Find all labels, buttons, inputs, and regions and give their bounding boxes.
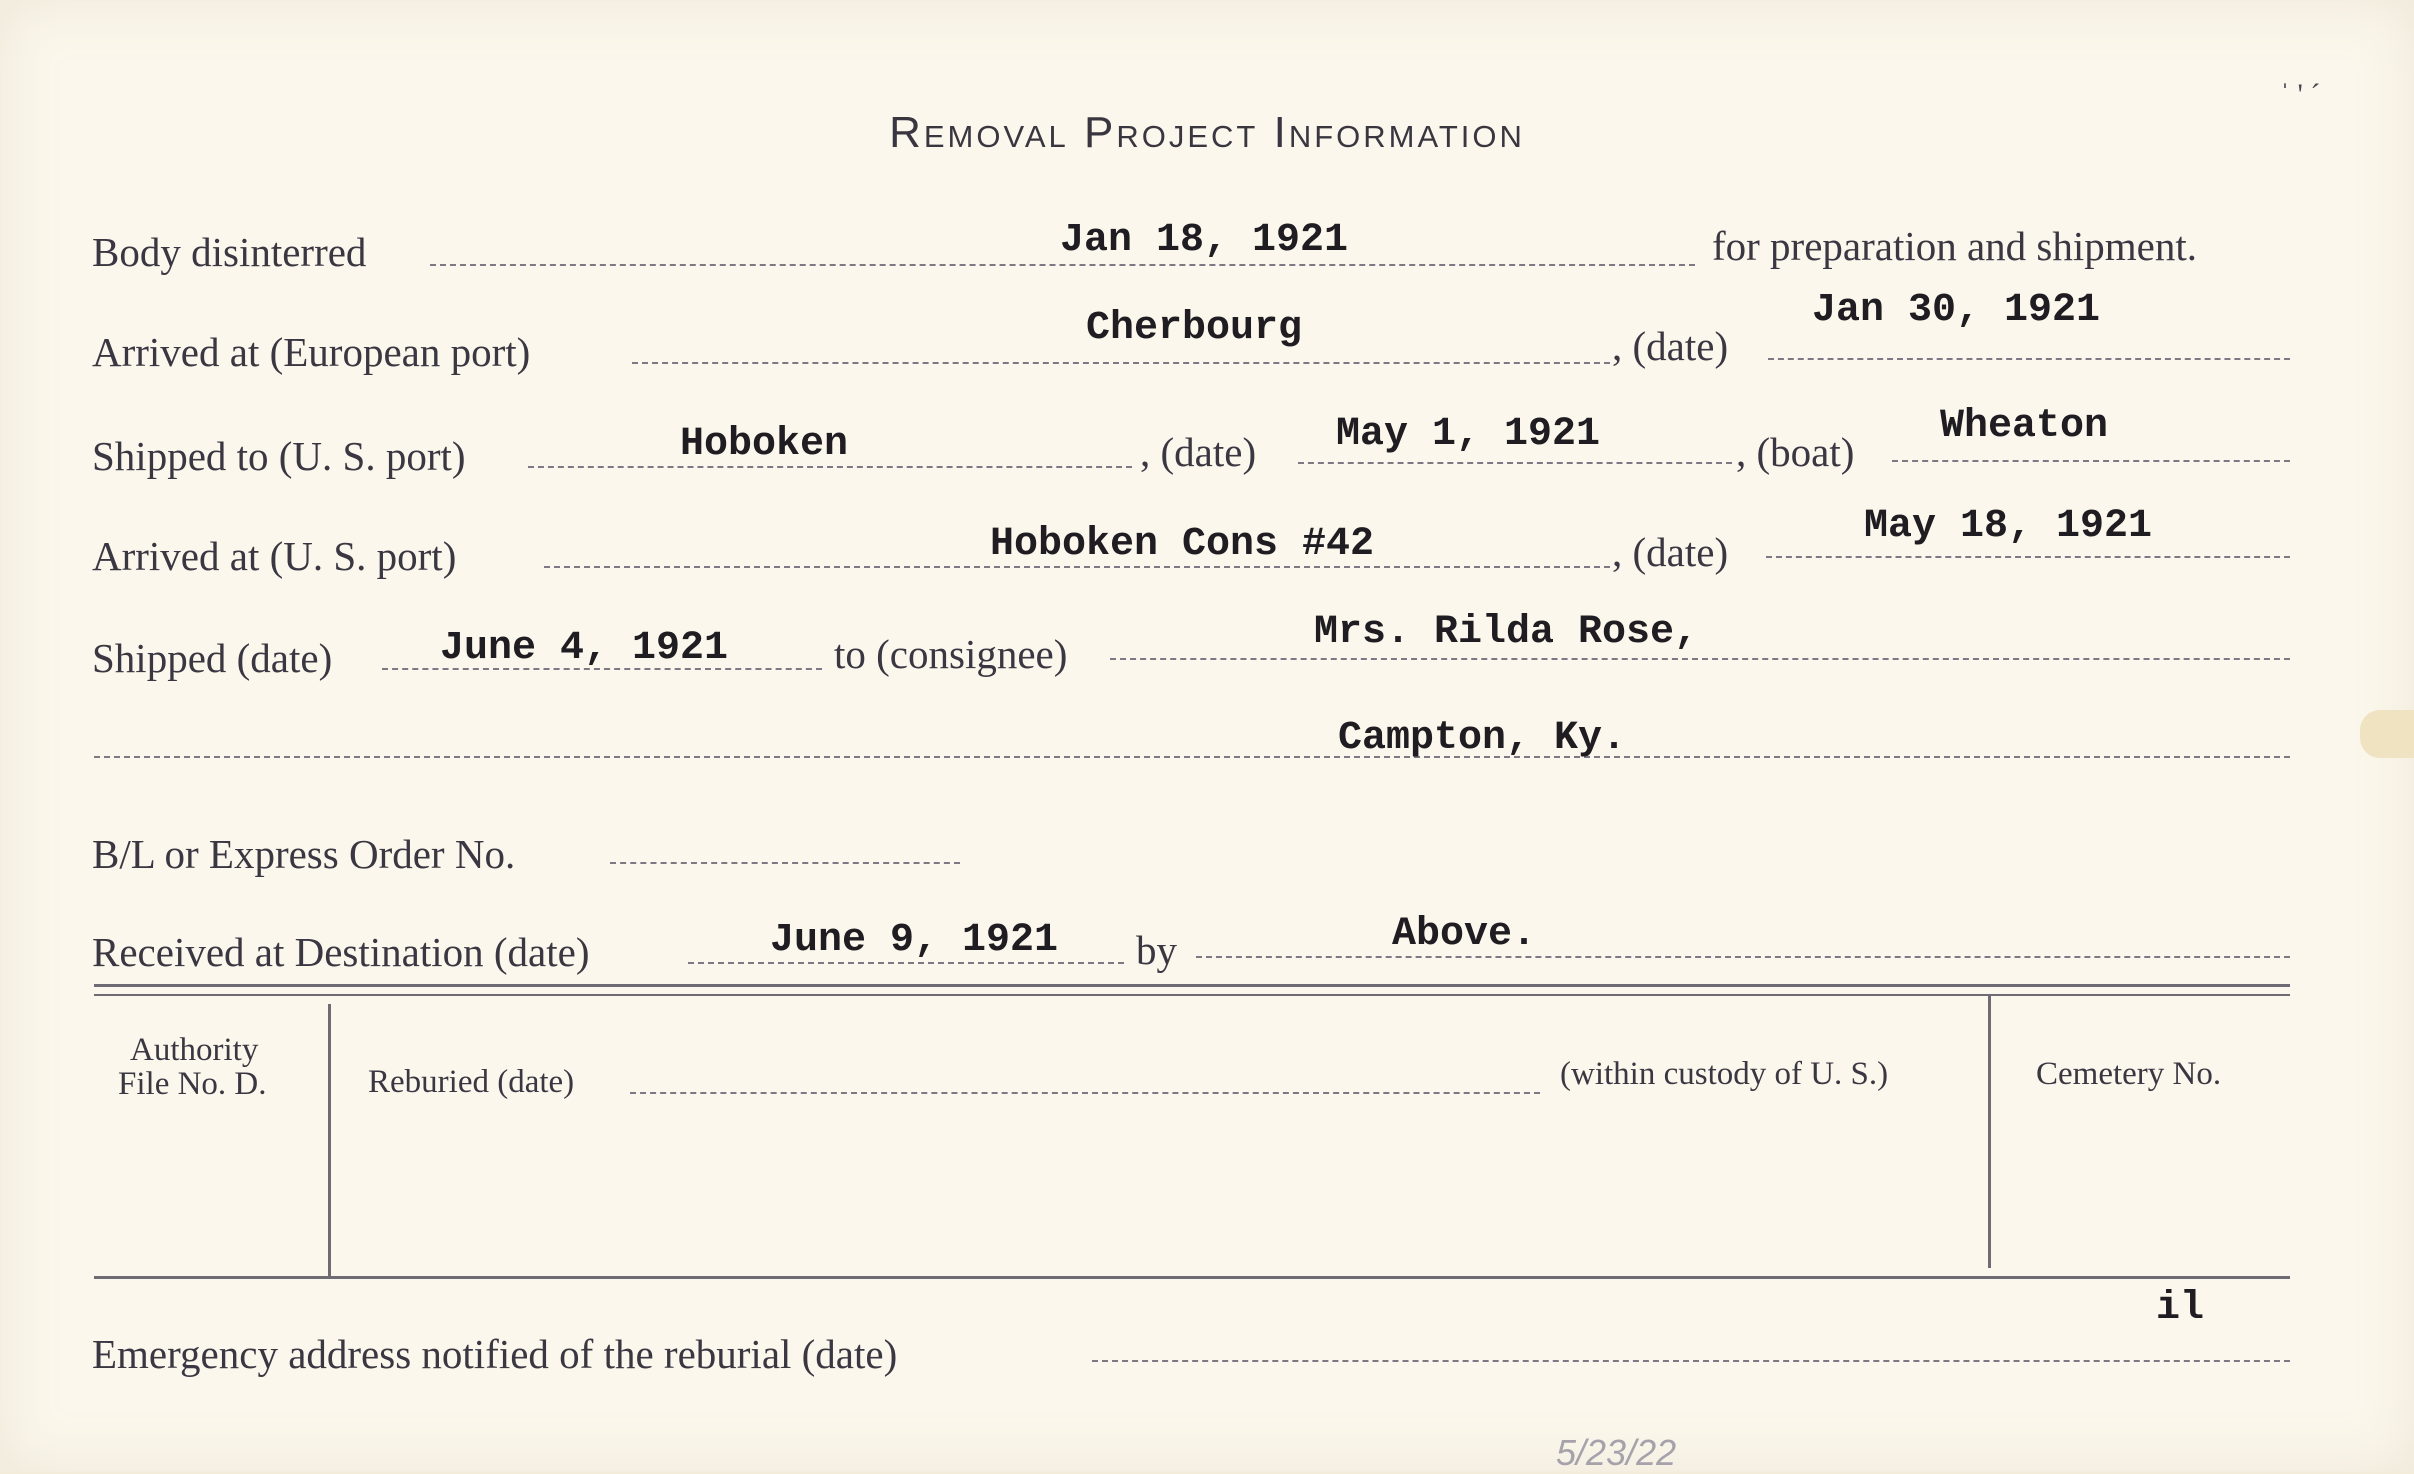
value-disinterred-date: Jan 18, 1921 bbox=[1060, 218, 1349, 263]
label-date: , (date) bbox=[1612, 529, 1729, 575]
label-authority: Authority bbox=[130, 1032, 259, 1068]
value-us-port-shipped-date: May 1, 1921 bbox=[1336, 412, 1601, 457]
field-line bbox=[1768, 358, 2290, 360]
value-consignee-line1: Mrs. Rilda Rose, bbox=[1314, 610, 1699, 655]
box-bottom-rule bbox=[94, 1276, 2290, 1279]
value-consignee-line2: Campton, Ky. bbox=[1338, 716, 1627, 761]
field-line bbox=[630, 1092, 1540, 1094]
box-top-rule-inner bbox=[94, 994, 2290, 996]
box-divider-left bbox=[328, 1004, 331, 1276]
field-line bbox=[610, 862, 960, 864]
field-line bbox=[1092, 1360, 2290, 1362]
label-date: , (date) bbox=[1612, 323, 1729, 369]
card-title: Removal Project Information bbox=[889, 108, 1525, 157]
pencil-note: 5/23/22 bbox=[1556, 1432, 1677, 1473]
label-received-dest: Received at Destination (date) bbox=[92, 929, 590, 975]
field-line bbox=[430, 264, 1695, 266]
value-european-port: Cherbourg bbox=[1086, 306, 1303, 351]
label-by: by bbox=[1136, 927, 1177, 973]
field-line bbox=[1766, 556, 2290, 558]
label-emergency: Emergency address notified of the reburial (date) bbox=[92, 1331, 898, 1377]
field-line bbox=[1110, 658, 2290, 660]
label-arrived-european: Arrived at (European port) bbox=[92, 329, 531, 375]
label-date: , (date) bbox=[1140, 429, 1257, 475]
field-line bbox=[632, 362, 1610, 364]
label-for-preparation: for preparation and shipment. bbox=[1712, 223, 2198, 269]
field-line bbox=[94, 756, 2290, 758]
value-emergency-mark: il bbox=[2156, 1286, 2205, 1331]
label-boat: , (boat) bbox=[1736, 429, 1855, 475]
label-within-custody: (within custody of U. S.) bbox=[1560, 1056, 1889, 1092]
field-line bbox=[1196, 956, 2290, 958]
value-boat: Wheaton bbox=[1940, 404, 2109, 449]
value-received-by: Above. bbox=[1392, 912, 1537, 957]
box-top-rule bbox=[94, 984, 2290, 987]
label-reburied: Reburied (date) bbox=[368, 1064, 575, 1100]
corner-marks: ˈ ' ´ bbox=[2280, 78, 2321, 111]
label-cemetery-no: Cemetery No. bbox=[2036, 1056, 2222, 1092]
label-shipped-date: Shipped (date) bbox=[92, 635, 333, 681]
label-arrived-us: Arrived at (U. S. port) bbox=[92, 533, 457, 579]
box-divider-right bbox=[1988, 994, 1991, 1268]
value-received-date: June 9, 1921 bbox=[770, 918, 1059, 963]
value-shipped-date: June 4, 1921 bbox=[440, 626, 729, 671]
value-us-port-shipped: Hoboken bbox=[680, 422, 849, 467]
field-line bbox=[1298, 462, 1732, 464]
label-bl-order: B/L or Express Order No. bbox=[92, 831, 516, 877]
label-to-consignee: to (consignee) bbox=[834, 631, 1068, 677]
label-body-disinterred: Body disinterred bbox=[92, 229, 367, 275]
value-us-port-arrived: Hoboken Cons #42 bbox=[990, 522, 1375, 567]
label-file-no: File No. D. bbox=[118, 1066, 267, 1102]
label-shipped-to-us: Shipped to (U. S. port) bbox=[92, 433, 466, 479]
field-line bbox=[1892, 460, 2290, 462]
card-tab bbox=[2360, 710, 2414, 758]
value-european-port-date: Jan 30, 1921 bbox=[1812, 288, 2101, 333]
value-us-port-arrived-date: May 18, 1921 bbox=[1864, 504, 2153, 549]
